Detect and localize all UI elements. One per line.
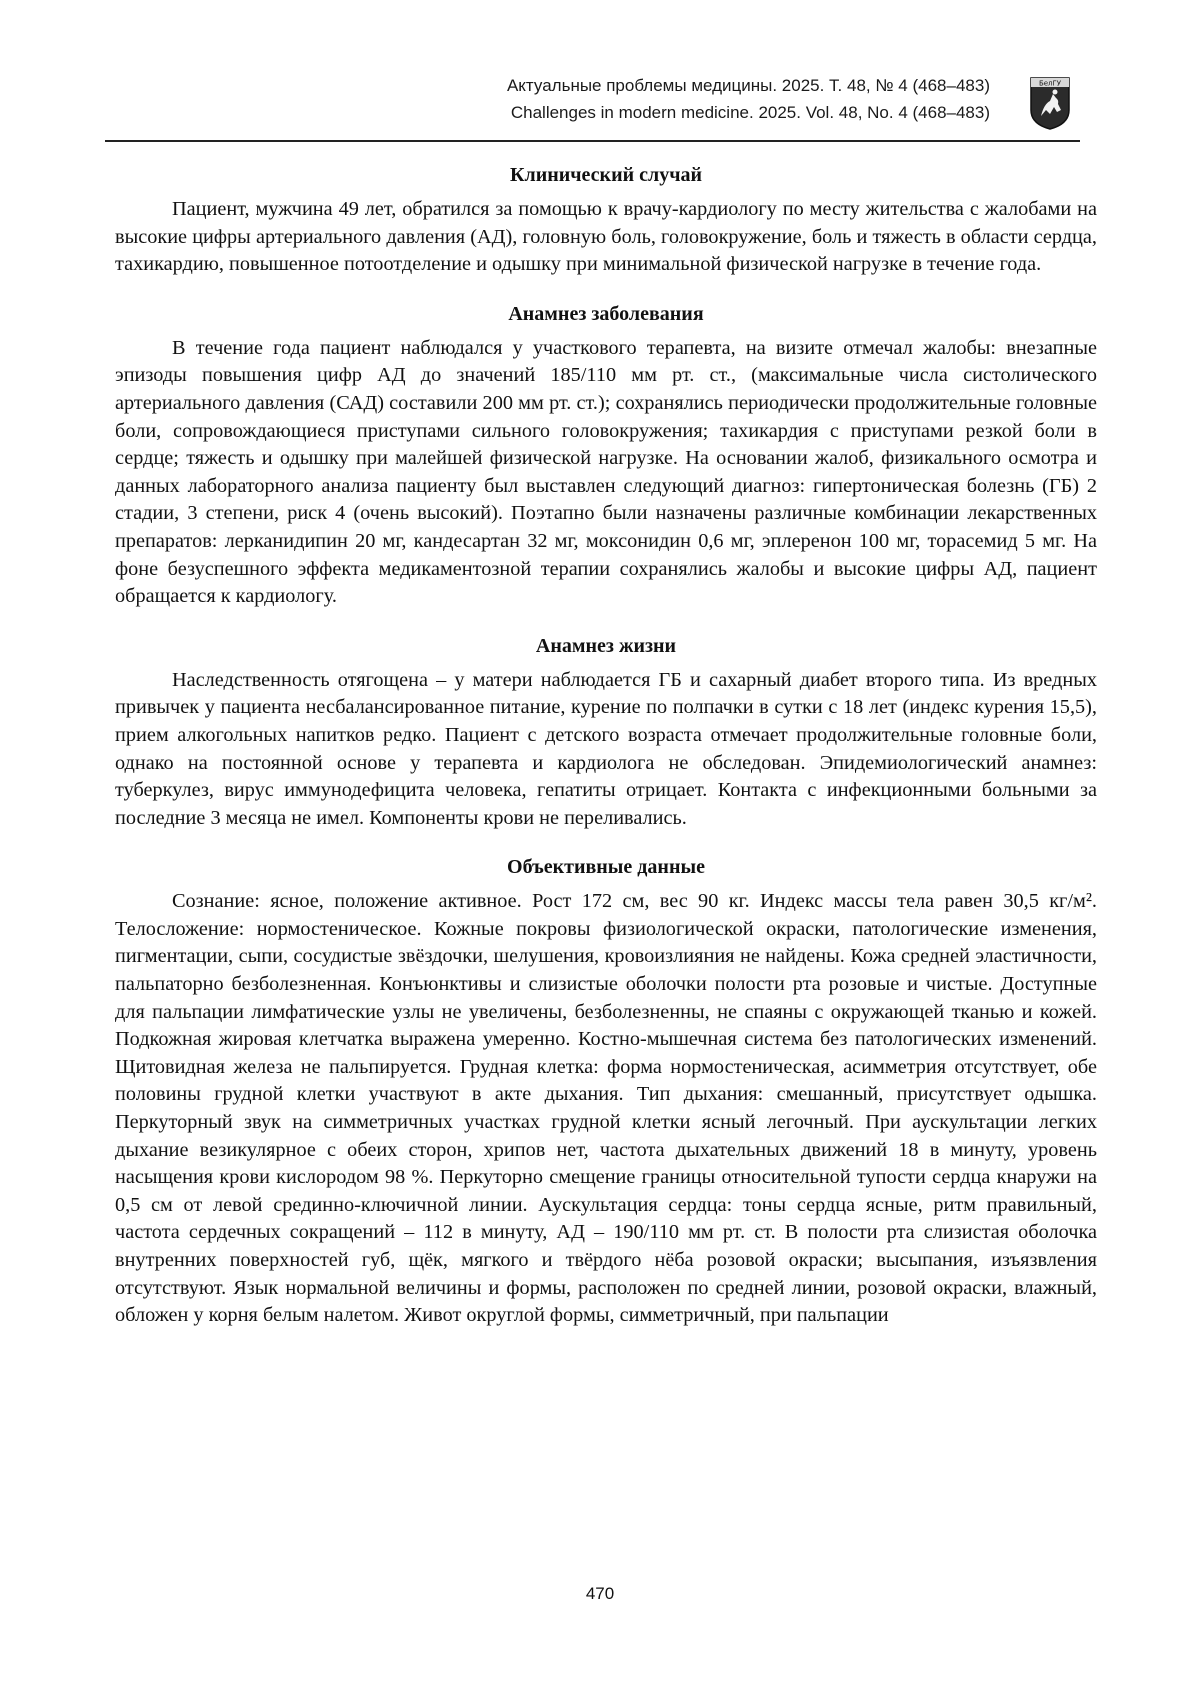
paragraph-life-history: Наследственность отягощена – у матери наблюдается ГБ и сахарный диабет второго типа. Из вредных привычек у пациента несбалансированное питание, курение по полпачки в сутки с 18 лет (индекс курения 15,5), прием алкогольных напитков редко. Пациент с детского возраста отмечает продолжительные головные боли, однако на постоянной основе у терапевта и кардиолога не обследован. Эпидемиологический анамнез: туберкулез, вирус иммунодефицита человека, гепатиты отрицает. Контакта с инфекционными больными за последние 3 месяца не имел. Компоненты крови не переливались.	[115, 668, 1097, 829]
journal-header	[105, 66, 1080, 142]
citation-russian: Актуальные проблемы медицины. 2025. Т. 48, № 4 (468–483)	[506, 76, 990, 95]
journal-citation	[507, 72, 990, 126]
citation-english: Challenges in modern medicine. 2025. Vol. 48, No. 4 (468–483)	[510, 103, 990, 122]
paragraph-clinical-case: Пациент, мужчина 49 лет, обратился за помощью к врачу-кардиологу по месту жительства с жалобами на высокие цифры артериального давления (АД), головную боль, головокружение, боль и тяжесть в области сердца, тахикардию, повышенное потоотделение и одышку при минимальной физической нагрузке в течение года.	[115, 198, 1097, 276]
heading-clinical-case: Клинический случай	[509, 164, 703, 186]
page-number: 470	[585, 1584, 615, 1603]
university-emblem-icon	[1028, 74, 1072, 130]
heading-objective-data: Объективные данные	[507, 856, 705, 879]
article-body	[115, 162, 1097, 1330]
heading-disease-history: Анамнез заболевания	[508, 302, 704, 325]
paragraph-disease-history: В течение года пациент наблюдался у участкового терапевта, на визите отмечал жалобы: внезапные эпизоды повышения цифр АД до значений 185/110 мм рт. ст., (максимальные числа систолического артериального давления (САД) составили 200 мм рт. ст.); сохранялись периодически продолжительные головные боли, сопровождающиеся приступами сильного головокружения; тахикардия с приступами резкой боли в сердце; тяжесть и одышку при малейшей физической нагрузке. На основании жалоб, физикального осмотра и данных лабораторного анализа пациенту был выставлен следующий диагноз: гипертоническая болезнь (ГБ) 2 стадии, 3 степени, риск 4 (очень высокий). Поэтапно были назначены различные комбинации лекарственных препаратов: лерканидипин 20 мг, кандесартан 32 мг, моксонидин 0,6 мг, эплеренон 100 мг, торасемид 5 мг. На фоне безуспешного эффекта медикаментозной терапии сохранялись жалобы и высокие цифры АД, пациент обращается к кардиологу.	[115, 336, 1097, 608]
heading-life-history: Анамнез жизни	[535, 634, 677, 657]
emblem-text: БелГУ	[1038, 79, 1062, 88]
paragraph-objective-data: Сознание: ясное, положение активное. Рост 172 см, вес 90 кг. Индекс массы тела равен 30,5 кг/м². Телосложение: нормостеническое. Кожные покровы физиологической окраски, патологические изменения, пигментации, сыпи, сосудистые звёздочки, шелушения, кровоизлияния не найдены. Кожа средней эластичности, пальпаторно безболезненная. Конъюнктивы и слизистые оболочки полости рта розовые и чистые. Доступные для пальпации лимфатические узлы не увеличены, безболезненны, не спаяны с окружающей тканью и кожей. Подкожная жировая клетчатка выражена умеренно. Костно-мышечная система без патологических изменений. Щитовидная железа не пальпируется. Грудная клетка: форма нормостеническая, асимметрия отсутствует, обе половины грудной клетки участвуют в акте дыхания. Тип дыхания: смешанный, присутствует одышка. Перкуторный звук на симметричных участках грудной клетки ясный легочный. При аускультации легких дыхание везикулярное с обеих сторон, хрипов нет, частота дыхательных движений 18 в минуту, уровень насыщения крови кислородом 98 %. Перкуторно смещение границы относительной тупости сердца кнаружи на 0,5 см от левой срединно-ключичной линии. Аускультация сердца: тоны сердца ясные, ритм правильный, частота сердечных сокращений – 112 в минуту, АД – 190/110 мм рт. ст. В полости рта слизистая оболочка внутренних поверхностей губ, щёк, мягкого и твёрдого нёба розовой окраски; высыпания, изъязвления отсутствуют. Язык нормальной величины и формы, расположен по средней линии, розовой окраски, влажный, обложен у корня белым налетом. Живот округлой формы, симметричный, при пальпации	[115, 890, 1097, 1327]
